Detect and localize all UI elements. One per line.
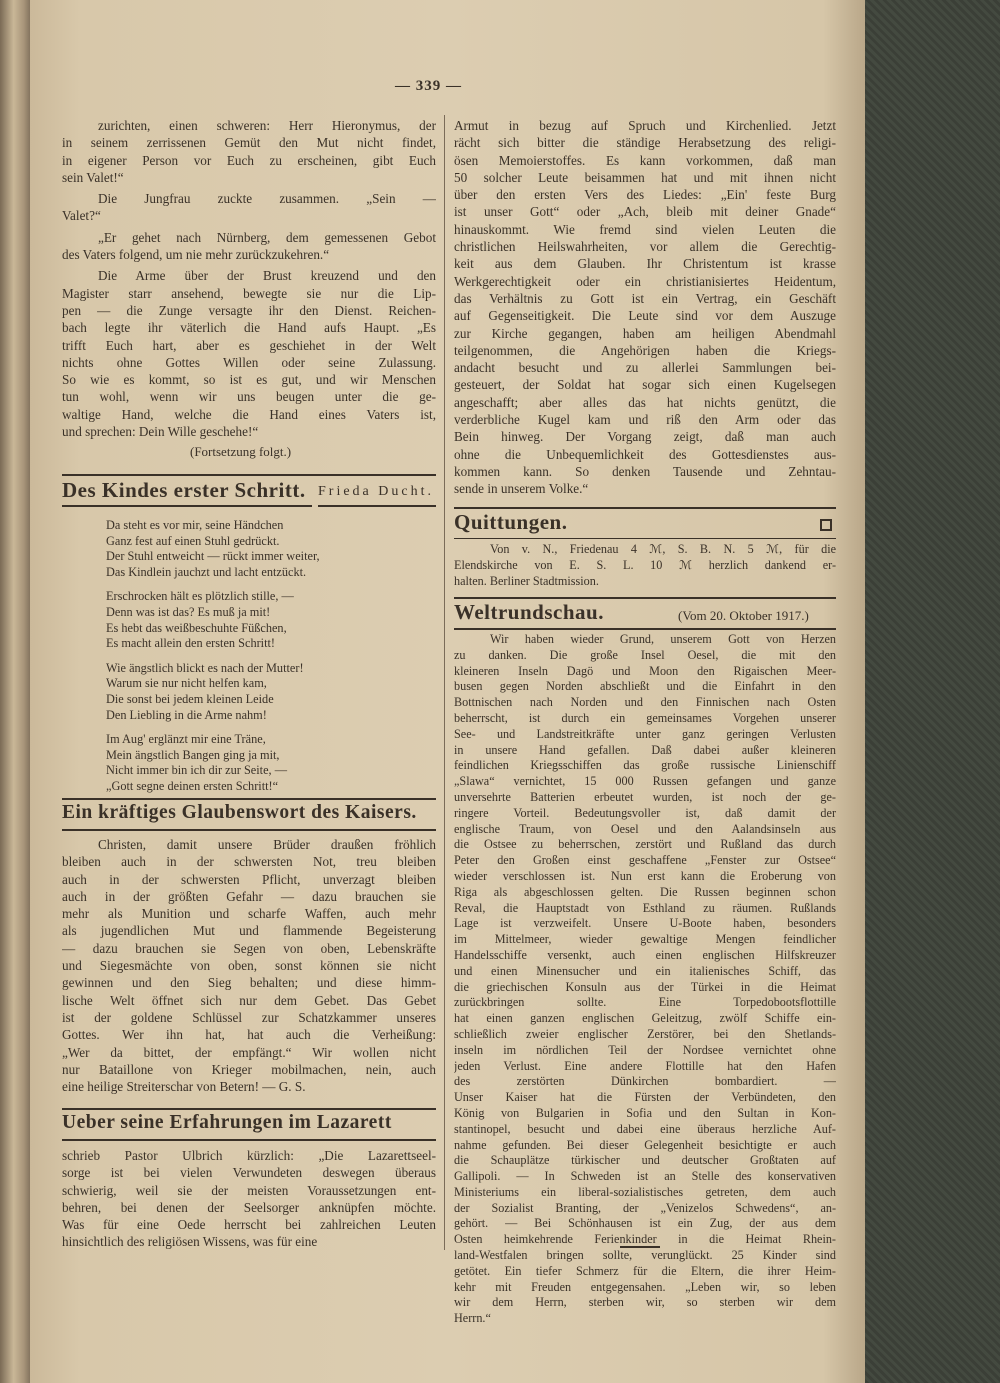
text-line: „Wer da bittet, der empfängt.“ Wir wollen nicht [62, 1044, 436, 1060]
paragraph [106, 589, 426, 651]
weltrundschau-title: Weltrundschau. [454, 600, 604, 624]
text-line: Von v. N., Friedenau 4 ℳ, S. B. N. 5 ℳ, für die [490, 542, 836, 556]
text-line: Der Stuhl entweicht — rückt immer weiter, [106, 549, 320, 564]
text-line: schrieb Pastor Ulbrich kürzlich: „Die Lazarettseel- [62, 1148, 436, 1163]
text-line: Wir haben wieder Grund, unserem Gott von Herzen [490, 632, 836, 646]
text-line: sein Valet!“ [62, 169, 124, 185]
text-line: unversehrte Batterien erbeutet wurden, ist noch der ge- [454, 789, 836, 804]
text-line: Da steht es vor mir, seine Händchen [106, 518, 284, 532]
divider [454, 538, 836, 539]
text-line: Unser Kaiser hat die Fürsten der Verbündeten, den [454, 1090, 836, 1105]
text-line: trifft Euch hart, aber es geschiehet in der Welt [62, 337, 436, 353]
text-line: nahme gefunden. Bei dieser Gelegenheit besichtigte er auch [454, 1137, 836, 1152]
text-line: „Gott segne deinen ersten Schritt!“ [106, 778, 279, 793]
text-line: feindlichen Kriegsschiffen das große russische Linienschiff [454, 758, 836, 773]
text-line: im Mittelmeer, wieder gewaltige Mengen feindlicher [454, 932, 836, 947]
text-line: sende in unserem Volke.“ [454, 481, 589, 497]
text-line: Die Jungfrau zuckte zusammen. „Sein — [98, 191, 436, 207]
text-line: Reval, die Hauptstadt von Esthland zu räumen. Rußlands [454, 900, 836, 915]
text-line: auch in der schwersten Pflicht, unverzagt bleiben [62, 871, 436, 887]
paragraph [62, 1147, 436, 1251]
text-line: auch in der größten Gefahr — dazu brauchen sie [62, 888, 436, 904]
text-line: in eigener Person vor Euch zu erscheinen, gibt Euch [62, 152, 436, 168]
text-line: Im Aug' erglänzt mir eine Träne, [106, 732, 266, 747]
text-line: Es macht allein den ersten Schritt! [106, 636, 276, 651]
text-line: und Siegesmächte von oben, sonst können sie nicht [62, 958, 436, 974]
paragraph [106, 732, 426, 794]
text-line: und sprechen: Dein Wille geschehe!“ [62, 424, 259, 440]
text-line: rächt sich bitter die ständige Herabsetzung des religi- [454, 135, 836, 151]
story-text [62, 117, 436, 444]
text-line: Ministeriums ein liberal-sozialistisches getreten, dem auch [454, 1184, 836, 1199]
text-line: des Vaters folgend, um nie mehr zurückzukehren.“ [62, 247, 330, 263]
text-line: lische Welt öffnet sich nur dem Gebet. Das Gebet [62, 992, 436, 1008]
divider [62, 1108, 436, 1110]
text-line: Elendskirche von E. S. L. 10 ℳ herzlich dankend er- [454, 557, 836, 572]
column-divider [444, 115, 445, 1250]
paragraph [62, 267, 436, 440]
divider [62, 505, 312, 507]
text-line: angeschafft; aber alles das hat nichts genützt, die [454, 394, 836, 410]
text-line: behren, bei denen der Seelsorger anknüpfen möchte. [62, 1199, 436, 1215]
text-line: Warum sie nur nicht helfen kam, [106, 676, 267, 691]
text-line: 50 solcher Leute beisammen hat und mit ihnen nicht [454, 169, 836, 185]
text-line: waltige Hand, welche die Hand eines Vaters ist, [62, 406, 436, 422]
text-line: zur Kirche gegangen, haben am heiligen Abendmahl [454, 325, 836, 341]
text-line: Riga als abgeschlossen gelten. Die Russen beginnen schon [454, 884, 836, 899]
text-line: nichts ohne Gottes Willen oder seine Zulassung. [62, 354, 436, 370]
text-line: kleineren Inseln Dagö und Moon den Rigaischen Meer- [454, 663, 836, 678]
text-line: Bein hinweg. Der Vorgang zeigt, daß man auch [454, 429, 836, 445]
text-line: land-Westfalen bringen sollte, verunglückt. 25 Kinder sind [454, 1248, 836, 1263]
text-line: Ganz fest auf einen Stuhl gedrückt. [106, 533, 280, 548]
text-line: andacht besucht und zu allerlei Sammlungen bei- [454, 360, 836, 376]
divider [62, 798, 436, 800]
text-line: Die Arme über der Brust kreuzend und den [98, 268, 436, 284]
paragraph [454, 117, 836, 498]
text-line: verderbliche Kugel kam und riß den Arm oder das [454, 412, 836, 428]
continued-note: (Fortsetzung folgt.) [190, 444, 292, 459]
paragraph [454, 632, 836, 1327]
text-line: ist der goldene Schlüssel zur Schatzkammer unseres [62, 1009, 436, 1025]
text-line: hat einen ganzen englischen Geleitzug, zwölf Schiffe ein- [454, 1011, 836, 1026]
text-line: schließlich zweier englischer Zerstörer, bei den Shetlands- [454, 1026, 836, 1041]
text-line: nur Bataillone von Krieger mobilmachen, nein, auch [62, 1061, 436, 1077]
text-line: wieder verschlossen ist. Nun erst kann die Eroberung von [454, 868, 836, 883]
quittungen-title: Quittungen. [454, 510, 568, 534]
text-line: getötet. Ein tiefer Schmerz für die Eltern, die ihrer Heim- [454, 1263, 836, 1278]
text-line: teilgenommen, die Angehörigen haben die Kriegs- [454, 342, 836, 358]
text-line: die Schauplätze türkischer und deutscher Großtaten auf [454, 1153, 836, 1168]
text-line: eine heilige Streiterschar von Betern! — G. S. [62, 1079, 306, 1095]
previous-page-edge [0, 0, 34, 1383]
text-line: mehr als Munition und scharfe Waffen, auch mehr [62, 906, 436, 922]
kaiser-text [62, 836, 436, 1099]
text-line: stantinopel, besucht und dabei eine überaus herzliche Auf- [454, 1121, 836, 1136]
square-ornament-icon [820, 519, 832, 531]
text-line: des zerstörten Dünkirchen bombardiert. — [454, 1074, 836, 1089]
text-line: hinauskommt. Wie fremd sind vielen Leuten die [454, 221, 836, 237]
paragraph [62, 117, 436, 186]
text-line: Denn was ist das? Es muß ja mit! [106, 604, 271, 619]
text-line: Bottnischen nach Norden und den Finnischen nach Osten [454, 695, 836, 710]
text-line: und einen Minensucher und ein italienisches Schiff, das [454, 963, 836, 978]
divider [318, 505, 436, 507]
text-line: zurichten, einen schweren: Herr Hieronymus, der [98, 118, 436, 133]
text-line: Mein ängstlich Bangen ging ja mit, [106, 747, 280, 762]
divider [454, 507, 836, 509]
text-line: Das Kindlein jauchzt und lacht entzückt. [106, 564, 307, 579]
text-line: schwierig, weil sie der meisten Voraussetzungen ent- [62, 1182, 436, 1198]
text-line: Magister starr ansehend, bewegte sie nur die Lip- [62, 285, 436, 301]
text-line: Armut in bezug auf Spruch und Kirchenlied. Jetzt [454, 118, 836, 133]
text-line: das Verhältnis zu Gott ist ein Vertrag, ein Geschäft [454, 290, 836, 306]
text-line: zurückbringen sollte. Eine Torpedobootsflottille [454, 995, 836, 1010]
text-line: Osten heimkehrende Ferienkinder in die Heimat Rhein- [454, 1232, 836, 1247]
text-line: Nicht immer bin ich dir zur Seite, — [106, 763, 287, 778]
text-line: Gottes. Wer ihn hat, hat auch die Verheißung: [62, 1027, 436, 1043]
text-line: Herrn.“ [454, 1311, 491, 1326]
text-line: tun wohl, wenn wir uns beugen unter die ge- [62, 389, 436, 405]
end-rule [620, 1246, 660, 1248]
text-line: halten. Berliner Stadtmission. [454, 573, 599, 588]
text-line: „Er gehet nach Nürnberg, dem gemessenen Gebot [98, 229, 436, 245]
text-line: die Ostsee zu beherrschen, zerstört und Rußland das durch [454, 837, 836, 852]
paragraph [62, 836, 436, 1095]
text-line: Den Liebling in die Arme nahm! [106, 707, 267, 722]
text-line: bleiben auch in der schwersten Not, treu bleiben [62, 854, 436, 870]
poem-author: Frieda Ducht. [318, 484, 434, 499]
text-line: gewinnen und den Sieg behalten; und diese himm- [62, 975, 436, 991]
text-line: See- und Landstreitkräfte unter ganz geringen Verlusten [454, 726, 836, 741]
divider [454, 597, 836, 599]
paragraph [454, 542, 836, 589]
weltrundschau-text [454, 632, 836, 1331]
text-line: Was für eine Oede herrscht bei zahlreichen Leuten [62, 1217, 436, 1233]
lazarett-continued-text [454, 117, 836, 502]
kaiser-title: Ein kräftiges Glaubenswort des Kaisers. [62, 802, 417, 823]
text-line: Es hebt das weißbeschuhte Füßchen, [106, 620, 287, 635]
text-line: in unsere Hand gefallen. Daß dabei außer kleineren [454, 742, 836, 757]
divider [454, 628, 836, 630]
text-line: wir dem Herrn, sterben wir, so sterben wir dem [454, 1295, 836, 1310]
paragraph [106, 518, 426, 580]
text-line: ohne die Unbequemlichkeit des Gottesdienstes aus- [454, 446, 836, 462]
text-line: Christen, damit unsere Brüder draußen fröhlich [98, 837, 436, 852]
text-line: ösen Memoierstoffes. Es kann vorkommen, daß man [454, 152, 836, 168]
divider [62, 829, 436, 831]
text-line: sorge ist bei vielen Verwundeten deswegen überaus [62, 1165, 436, 1181]
poem-title: Des Kindes erster Schritt. [62, 478, 306, 502]
weltrundschau-date: (Vom 20. Oktober 1917.) [678, 608, 809, 623]
text-line: in seinem zerrissenen Gemüt den Mut nicht findet, [62, 135, 436, 151]
text-line: die griechischen Konsuln aus der Türkei in die Heimat [454, 979, 836, 994]
text-line: keit aus dem Glauben. Ihr Christentum ist krasse [454, 256, 836, 272]
text-line: pen — die Zunge versagte ihr den Dienst. Reichen- [62, 302, 436, 318]
text-line: Gallipoli. — In Schweden ist an Stelle des konservativen [454, 1169, 836, 1184]
text-line: zu danken. Die große Insel Oesel, die mit den [454, 647, 836, 662]
text-line: der Sozialist Branting, der „Venizelos Schwedens“, an- [454, 1200, 836, 1215]
text-line: Lage ist verzweifelt. Unsere U-Boote haben, besonders [454, 916, 836, 931]
text-line: — dazu brauchen sie Segen von oben, Lebenskräfte [62, 940, 436, 956]
lazarett-title: Ueber seine Erfahrungen im Lazarett [62, 1112, 392, 1133]
text-line: busen gegen Norden abschließt und die Einfahrt in den [454, 679, 836, 694]
page-number: — 339 — [395, 78, 462, 94]
text-line: ringere Vorteil. Bedeutungsvoller ist, daß damit der [454, 805, 836, 820]
text-line: Handelsschiffe versenkt, auch einen englischen Hilfskreuzer [454, 947, 836, 962]
text-line: So wie es kommt, so ist es gut, und wir Menschen [62, 372, 436, 388]
book-cover-edge [865, 0, 1000, 1383]
paragraph [62, 229, 436, 264]
text-line: Werkgerechtigkeit oder ein christianisiertes Heidentum, [454, 273, 836, 289]
text-line: bach legte ihr väterlich die Hand aufs Haupt. „Es [62, 320, 436, 336]
quittungen-text [454, 542, 836, 593]
text-line: König von Bulgarien in Sofia und den Sultan in Kon- [454, 1105, 836, 1120]
text-line: kommen kann. So denken Tausende und Zehntau- [454, 463, 836, 479]
text-line: Erschrocken hält es plötzlich stille, — [106, 589, 294, 604]
paragraph [106, 661, 426, 723]
text-line: auf Gegenseitigkeit. Die Leute sind vor dem Auszuge [454, 308, 836, 324]
text-line: als jugendlichen Mut und flammende Begeisterung [62, 923, 436, 939]
text-line: englische Traum, von Oesel und den Aalandsinseln aus [454, 821, 836, 836]
text-line: ist unser Gott“ oder „Ach, bleib mit deiner Gnade“ [454, 204, 836, 220]
text-line: über den ersten Vers des Liedes: „Ein' feste Burg [454, 187, 836, 203]
text-line: Wie ängstlich blickt es nach der Mutter! [106, 660, 304, 675]
paragraph [62, 190, 436, 225]
text-line: inseln im nördlichen Teil der Nordsee vernichtet ohne [454, 1042, 836, 1057]
text-line: hinsichtlich des religiösen Wissens, was für eine [62, 1234, 318, 1250]
text-line: christlichen Heilswahrheiten, vor allem die Gerechtig- [454, 239, 836, 255]
text-line: „Slawa“ vernichtet, 15 000 Russen gefangen und ganze [454, 774, 836, 789]
text-line: Die sonst bei jedem kleinen Leide [106, 691, 274, 706]
text-line: Peter den Großen einst geschaffene „Fenster zur Ostsee“ [454, 853, 836, 868]
text-line: jeden Verlust. Eine andere Flottille hat den Hafen [454, 1058, 836, 1073]
poem-text [106, 518, 426, 804]
divider [62, 1139, 436, 1141]
divider [62, 474, 436, 476]
text-line: beherrscht, ist durch ein gemeinsames Vorgehen unserer [454, 710, 836, 725]
text-line: kehr mit Freuden entgegensahen. „Leben wir, so leben [454, 1279, 836, 1294]
lazarett-text [62, 1147, 436, 1255]
text-line: Valet?“ [62, 208, 101, 224]
text-line: gesteuert, der Soldat hat sogar sich einen Kugelsegen [454, 377, 836, 393]
text-line: gehört. — Bei Schönhausen ist ein Zug, der aus dem [454, 1216, 836, 1231]
